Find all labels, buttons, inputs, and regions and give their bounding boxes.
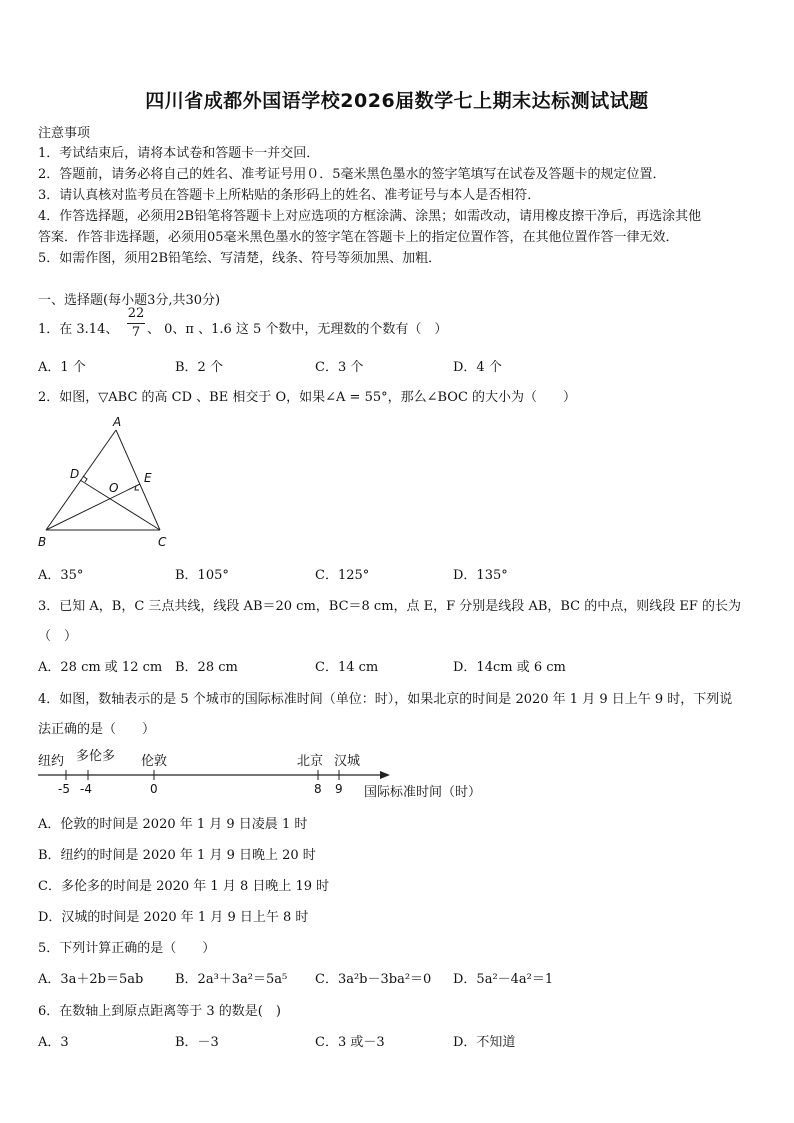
label-a: A: [113, 415, 122, 429]
q4-stem-line1: 4．如图，数轴表示的是 5 个城市的国际标准时间（单位：时），如果北京的时间是 2020 年 1 月 9 日上午 9 时，下列说: [38, 692, 733, 707]
page-title: 四川省成都外国语学校2026届数学七上期末达标测试试题: [145, 90, 649, 112]
city-label-toronto: 多伦多: [76, 749, 116, 764]
q5-option-b: B．2a³＋3a²＝5a⁵: [175, 972, 288, 987]
label-e: E: [144, 471, 152, 485]
note-item: 答案．作答非选择题，必须用05毫米黑色墨水的签字笔在答题卡上的指定位置作答，在其他位置作答一律无效．: [38, 230, 679, 245]
triangle-figure: [34, 412, 184, 552]
altitude-be: [46, 484, 140, 530]
label-b: B: [38, 535, 47, 549]
q6-stem: 6．在数轴上到原点距离等于 3 的数是( ): [38, 1004, 281, 1019]
q3-option-c: C．14 cm: [315, 660, 379, 675]
note-item: 4．作答选择题，必须用2B铅笔将答题卡上对应选项的方框涂满、涂黑；如需改动，请用橡皮擦干净后，再选涂其他: [38, 209, 702, 224]
label-d: D: [70, 467, 80, 481]
notes-heading: 注意事项: [38, 126, 91, 141]
note-item: 5．如需作图，须用2B铅笔绘、写清楚，线条、符号等须加黑、加粗．: [38, 251, 442, 266]
q2-option-d: D．135°: [453, 568, 508, 583]
q6-option-d: D．不知道: [453, 1035, 516, 1050]
q4-option-a: A．伦敦的时间是 2020 年 1 月 9 日凌晨 1 时: [38, 817, 308, 832]
side-ab: [46, 430, 119, 530]
fraction-numerator: 22: [127, 306, 145, 321]
q4-option-c: C．多伦多的时间是 2020 年 1 月 8 日晚上 19 时: [38, 879, 330, 894]
q6-option-b: B．－3: [175, 1035, 219, 1050]
tick-label: -4: [80, 782, 92, 796]
q5-option-d: D．5a²－4a²＝1: [453, 972, 554, 987]
q3-option-b: B．28 cm: [175, 660, 238, 675]
tick-label: 0: [150, 782, 158, 796]
tick-label: 8: [314, 782, 322, 796]
q6-option-a: A．3: [38, 1035, 69, 1050]
note-item: 1．考试结束后，请将本试卷和答题卡一并交回．: [38, 146, 320, 161]
q1-fraction: [127, 306, 145, 341]
city-label-seoul: 汉城: [334, 754, 361, 769]
right-angle-mark-e: [135, 486, 139, 490]
city-label-newyork: 纽约: [38, 754, 65, 769]
q4-option-d: D．汉城的时间是 2020 年 1 月 9 日上午 8 时: [38, 910, 309, 925]
label-c: C: [158, 535, 167, 549]
number-line-figure: [34, 742, 504, 804]
q6-option-c: C．3 或－3: [315, 1035, 385, 1050]
q1-suffix: 、 0、π 、1.6 这 5 个数中，无理数的个数有（ ）: [147, 322, 448, 337]
q4-option-b: B．纽约的时间是 2020 年 1 月 9 日晚上 20 时: [38, 848, 316, 863]
q3-stem-line2: （ ）: [38, 629, 78, 644]
q1-option-a: A．1 个: [38, 360, 86, 375]
tick-label: 9: [335, 782, 343, 796]
q4-stem-line2: 法正确的是（ ）: [38, 722, 156, 737]
q5-option-c: C．3a²b－3ba²＝0: [315, 972, 432, 987]
axis-label: 国际标准时间（时）: [364, 785, 482, 800]
q2-option-c: C．125°: [315, 568, 370, 583]
city-label-beijing: 北京: [297, 754, 324, 769]
note-item: 3．请认真核对监考员在答题卡上所粘贴的条形码上的姓名、准考证号与本人是否相符．: [38, 188, 541, 203]
city-label-london: 伦敦: [141, 754, 168, 769]
q5-option-a: A．3a＋2b＝5ab: [38, 972, 144, 987]
tick-label: -5: [58, 782, 70, 796]
fraction-denominator: 7: [131, 325, 141, 340]
label-o: O: [109, 481, 119, 495]
q1-option-b: B．2 个: [175, 360, 223, 375]
q2-option-a: A．35°: [38, 568, 84, 583]
fraction-bar: [127, 323, 145, 324]
altitude-cd: [80, 480, 160, 530]
axis-arrow: [380, 771, 390, 779]
q5-stem: 5．下列计算正确的是（ ）: [38, 941, 216, 956]
q1-option-d: D．4 个: [453, 360, 502, 375]
q2-option-b: B．105°: [175, 568, 229, 583]
q1-prefix: 1．在 3.14、: [38, 322, 119, 337]
section-heading: 一、选择题(每小题3分,共30分): [38, 293, 221, 308]
q3-option-a: A．28 cm 或 12 cm: [38, 660, 163, 675]
side-ac: [116, 430, 160, 530]
note-item: 2．答题前，请务必将自己的姓名、准考证号用０．5毫米黑色墨水的签字笔填写在试卷及答题卡的规定位置．: [38, 167, 666, 182]
right-angle-mark-d: [83, 476, 87, 482]
q1-option-c: C．3 个: [315, 360, 364, 375]
q2-stem: 2．如图，▽ABC 的高 CD 、BE 相交于 O，如果∠A = 55°，那么∠BOC 的大小为（ ）: [38, 390, 577, 405]
q3-stem-line1: 3．已知 A，B，C 三点共线，线段 AB＝20 cm，BC＝8 cm，点 E，F 分别是线段 AB，BC 的中点，则线段 EF 的长为: [38, 599, 742, 614]
q3-option-d: D．14cm 或 6 cm: [453, 660, 566, 675]
